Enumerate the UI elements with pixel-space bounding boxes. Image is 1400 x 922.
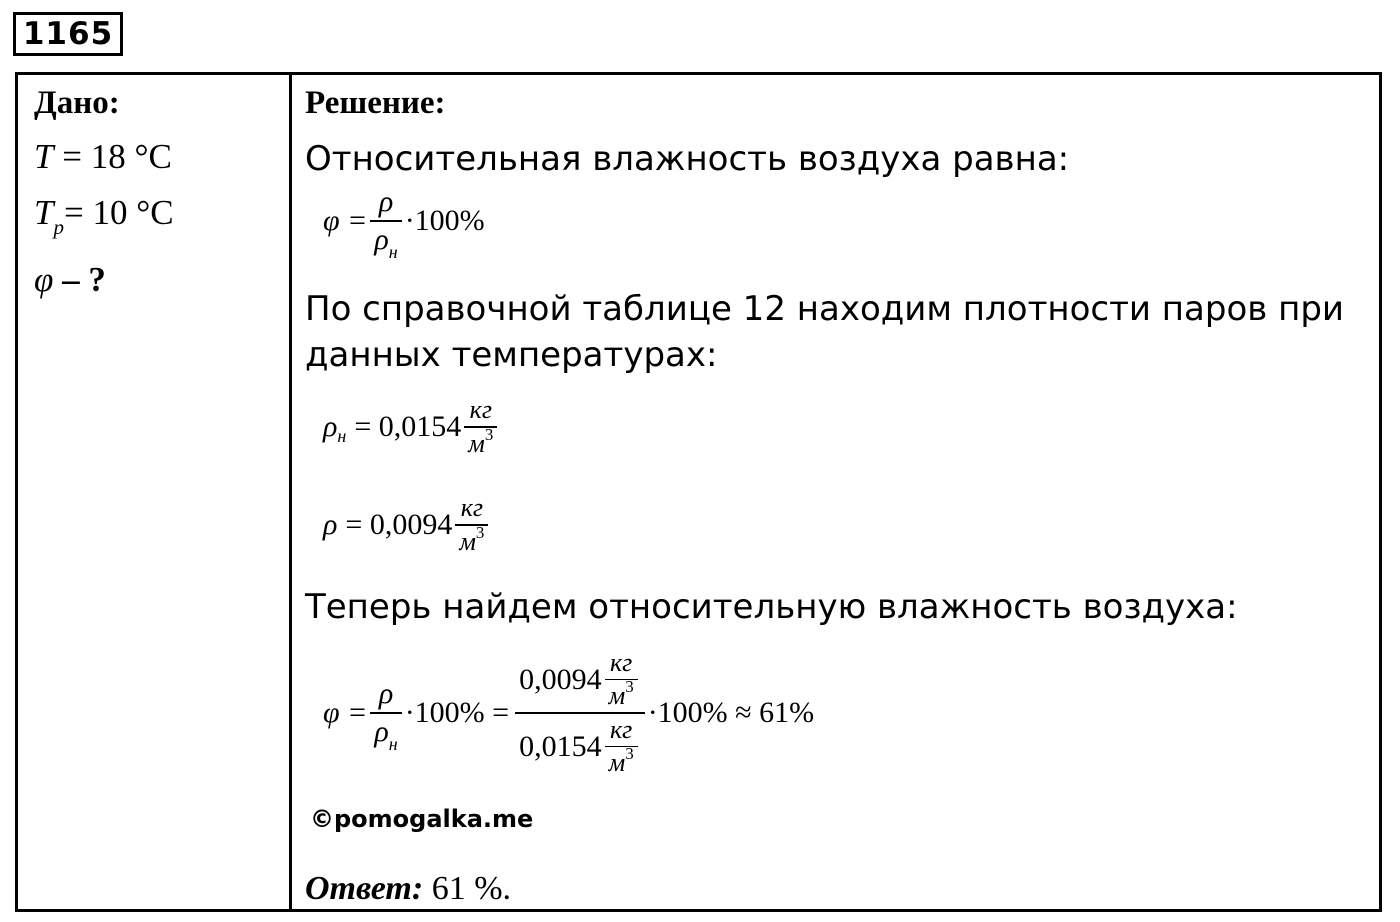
formula4-den-unit bbox=[605, 717, 638, 776]
formula4-num-unit-power: 3 bbox=[625, 677, 634, 696]
formula1-den-symbol: ρ bbox=[374, 223, 389, 256]
formula-humidity-result bbox=[323, 650, 814, 776]
formula3-unit bbox=[455, 495, 488, 555]
dew-point-subscript: р bbox=[53, 215, 64, 239]
solution-text-3: Теперь найдем относительную влажность воздуха: bbox=[305, 587, 1238, 627]
given-temperature bbox=[34, 137, 172, 177]
formula1-tail: ·100% bbox=[404, 204, 485, 237]
formula2-unit-den-symbol: м bbox=[468, 429, 485, 458]
formula1-fraction bbox=[370, 185, 401, 262]
formula4-den-unit-den bbox=[605, 746, 638, 776]
given-unknown bbox=[34, 260, 106, 300]
formula4-big-den-value: 0,0154 bbox=[519, 729, 602, 763]
formula3-value: = 0,0094 bbox=[345, 508, 453, 541]
humidity-symbol: φ bbox=[34, 260, 54, 299]
given-title: Дано: bbox=[34, 85, 120, 121]
formula2-unit bbox=[464, 397, 497, 457]
dew-point-symbol: T bbox=[34, 193, 54, 232]
formula4-den-unit-den-symbol: м bbox=[608, 748, 626, 777]
formula3-lhs: ρ bbox=[323, 508, 338, 541]
formula2-unit-power: 3 bbox=[484, 425, 494, 444]
formula4-big-fraction bbox=[515, 650, 645, 776]
formula4-big-denominator bbox=[515, 712, 645, 776]
formula3-unit-power: 3 bbox=[475, 523, 485, 542]
formula4-mid: ·100% = bbox=[404, 696, 510, 729]
formula2-unit-den bbox=[464, 426, 497, 457]
formula-humidity-definition bbox=[323, 185, 485, 262]
dew-point-value: = 10 °C bbox=[63, 193, 174, 232]
formula4-big-num-value: 0,0094 bbox=[519, 662, 602, 696]
formula2-lhs-subscript: н bbox=[337, 425, 347, 446]
formula4-den-subscript: н bbox=[388, 734, 398, 754]
formula-vapor-density bbox=[323, 495, 491, 555]
temperature-value: = 18 °C bbox=[53, 137, 172, 176]
formula3-unit-den-symbol: м bbox=[459, 527, 476, 556]
formula-saturated-density bbox=[323, 397, 500, 457]
formula4-denominator bbox=[370, 712, 401, 754]
formula4-tail: ·100% ≈ 61% bbox=[647, 696, 815, 729]
solution-text-2b: данных температурах: bbox=[305, 335, 718, 375]
answer-value: 61 %. bbox=[423, 870, 512, 907]
answer bbox=[305, 870, 511, 908]
formula2-value: = 0,0154 bbox=[354, 410, 462, 443]
formula4-num-unit-den bbox=[605, 679, 638, 709]
formula4-den-symbol: ρ bbox=[374, 715, 389, 748]
unknown-marker: – ? bbox=[53, 260, 106, 299]
formula4-big-numerator bbox=[515, 650, 645, 712]
solution-table bbox=[15, 72, 1382, 912]
given-dew-point bbox=[34, 193, 174, 239]
answer-label: Ответ: bbox=[305, 870, 424, 907]
problem-number: 1165 bbox=[13, 12, 123, 56]
formula1-lhs: φ = bbox=[323, 204, 368, 237]
watermark: ©pomogalka.me bbox=[310, 805, 534, 833]
formula3-unit-den bbox=[455, 524, 488, 555]
formula4-num-unit-den-symbol: м bbox=[608, 681, 626, 710]
solution-text-1: Относительная влажность воздуха равна: bbox=[305, 139, 1070, 179]
formula4-num-unit-num: кг bbox=[609, 648, 633, 677]
solution-title: Решение: bbox=[305, 85, 446, 121]
formula3-unit-num: кг bbox=[460, 493, 484, 522]
column-divider bbox=[289, 75, 292, 909]
formula4-num-unit bbox=[605, 650, 638, 709]
solution-text-2a: По справочной таблице 12 находим плотности паров при bbox=[305, 289, 1345, 329]
formula2-lhs: ρ bbox=[323, 410, 338, 443]
formula1-den-subscript: н bbox=[388, 242, 398, 262]
formula4-den-unit-num: кг bbox=[609, 715, 633, 744]
formula4-fraction bbox=[370, 677, 401, 754]
formula1-numerator: ρ bbox=[378, 185, 394, 218]
formula4-den-unit-power: 3 bbox=[625, 744, 634, 763]
formula1-denominator bbox=[370, 220, 401, 262]
formula4-numerator: ρ bbox=[378, 677, 394, 710]
temperature-symbol: T bbox=[34, 137, 54, 176]
formula4-lhs: φ = bbox=[323, 696, 368, 729]
formula2-unit-num: кг bbox=[469, 395, 492, 424]
